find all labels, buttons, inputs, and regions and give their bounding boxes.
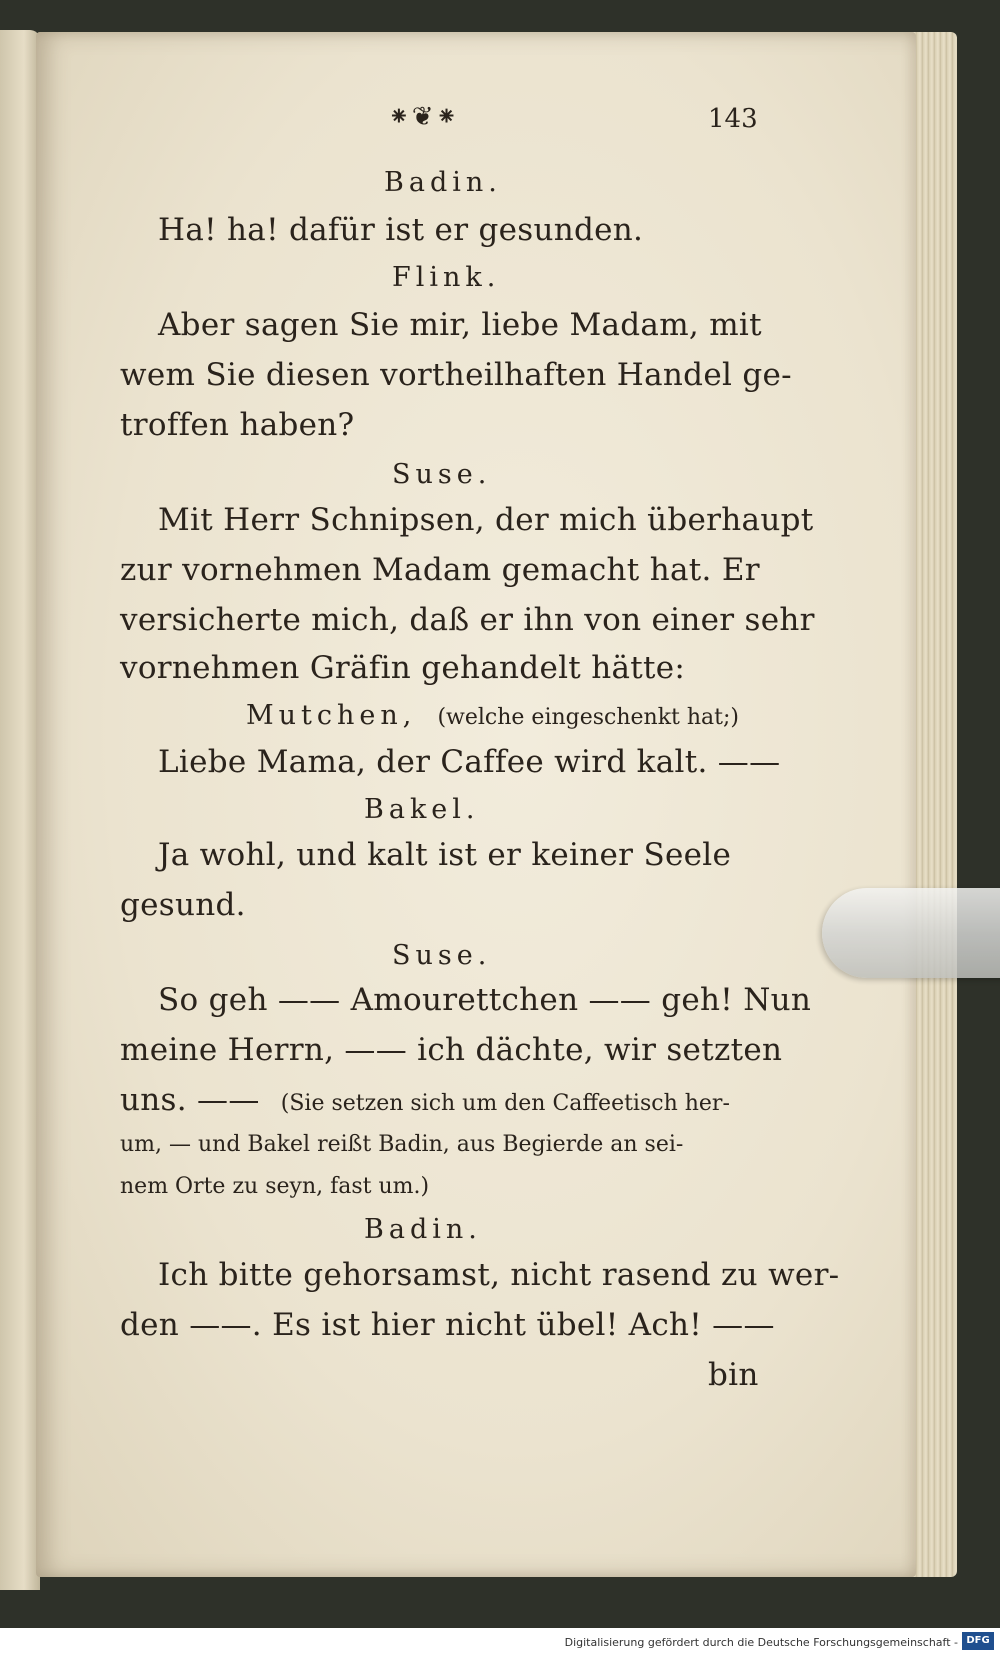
page-number: 143 <box>708 104 758 134</box>
stage-direction: nem Orte zu seyn, fast um.) <box>120 1174 430 1199</box>
text-line: Ja wohl, und kalt ist er keiner Seele <box>158 837 732 873</box>
text-line: Mit Herr Schnipsen, der mich überhaupt <box>158 502 814 538</box>
text-line: zur vornehmen Madam gemacht hat. Er <box>120 552 760 588</box>
speaker-label: Flink. <box>392 262 501 293</box>
text-line: meine Herrn, —— ich dächte, wir setzten <box>120 1032 783 1068</box>
catchword: bin <box>708 1357 759 1393</box>
funding-notice: Digitalisierung gefördert durch die Deutsche Forschungsgemeinschaft - <box>564 1636 958 1649</box>
page-clip <box>822 888 1000 978</box>
text-line: versicherte mich, daß er ihn von einer sehr <box>120 602 815 638</box>
text-line: wem Sie diesen vortheilhaften Handel ge- <box>120 357 792 393</box>
text-line: So geh —— Amourettchen —— geh! Nun <box>158 982 812 1018</box>
text-line: Ha! ha! dafür ist er gesunden. <box>158 212 644 248</box>
facing-page-edge <box>0 30 40 1590</box>
book-page <box>36 32 916 1577</box>
ornament: ⁕❦⁕ <box>388 102 460 132</box>
speaker-label: Mutchen, <box>246 700 417 731</box>
dfg-logo: DFG <box>962 1632 994 1650</box>
speaker-with-stage-direction <box>246 700 739 731</box>
text-line: gesund. <box>120 887 246 923</box>
text-line: troffen haben? <box>120 407 355 443</box>
text-line: vornehmen Gräfin gehandelt hätte: <box>120 650 686 686</box>
speaker-label: Suse. <box>392 940 492 971</box>
text-with-stage-direction <box>120 1082 730 1118</box>
speaker-label: Bakel. <box>364 794 480 825</box>
text-line: Ich bitte gehorsamst, nicht rasend zu wer- <box>158 1257 840 1293</box>
speaker-label: Badin. <box>384 167 502 198</box>
stage-direction: (Sie setzen sich um den Caffeetisch her- <box>280 1091 730 1116</box>
speaker-label: Badin. <box>364 1214 482 1245</box>
text-line: uns. —— <box>120 1082 260 1118</box>
stage-direction: um, — und Bakel reißt Badin, aus Begierde an sei- <box>120 1132 684 1157</box>
text-line: den ——. Es ist hier nicht übel! Ach! —— <box>120 1307 775 1343</box>
speaker-label: Suse. <box>392 459 492 490</box>
text-line: Liebe Mama, der Caffee wird kalt. —— <box>158 744 781 780</box>
text-line: Aber sagen Sie mir, liebe Madam, mit <box>158 307 762 343</box>
stage-direction: (welche eingeschenkt hat;) <box>437 705 740 730</box>
